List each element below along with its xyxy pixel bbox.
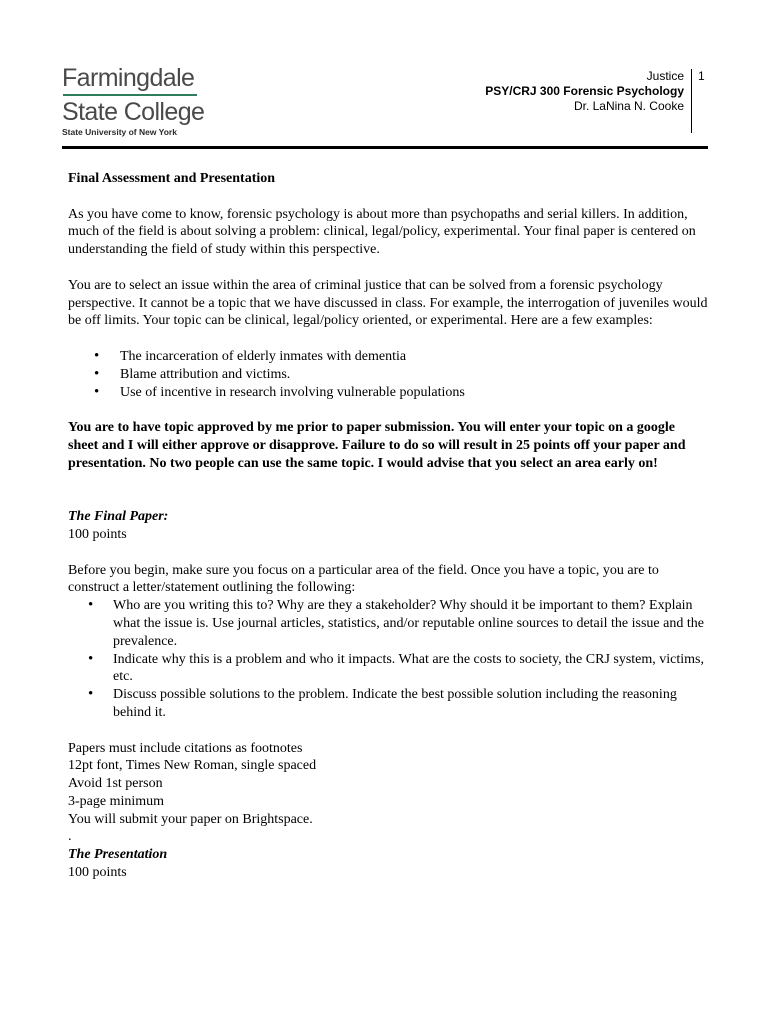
requirement-line: 12pt font, Times New Roman, single spaced (68, 758, 317, 774)
requirement-line: 3-page minimum (68, 793, 165, 809)
header-divider (691, 69, 692, 133)
list-item: • Discuss possible solutions to the problem. Indicate the best possible solution including the reasoning behind it. (68, 686, 708, 722)
final-paper-heading: The Final Paper: (68, 509, 169, 525)
list-item: • Use of incentive in research involving vulnerable populations (68, 384, 708, 402)
requirement-line: Avoid 1st person (68, 776, 163, 792)
college-logo (62, 66, 204, 137)
examples-list (68, 348, 708, 401)
requirement-line: Papers must include citations as footnotes (68, 740, 303, 756)
page-number: 1 (698, 69, 705, 83)
final-paper-points: 100 points (68, 526, 127, 542)
page-header (485, 69, 684, 114)
list-item: • Who are you writing this to? Why are they a stakeholder? Why should it be important to them? Explain what the issue is. Use journal articles, statistics, and/or reputable online sources to detail the issue and the prevalence. (68, 597, 708, 650)
topic-paragraph: You are to select an issue within the area of criminal justice that can be solved from a forensic psychology perspective. It cannot be a topic that we have discussed in class. For example, the interrogation of juveniles would be off limits. Your topic can be clinical, legal/policy oriented, or experimental. Here are a few examples: (68, 277, 708, 329)
course-title: PSY/CRJ 300 Forensic Psychology (485, 84, 684, 98)
presentation-heading: The Presentation (68, 847, 168, 863)
list-item: • The incarceration of elderly inmates with dementia (68, 348, 708, 366)
requirement-line: You will submit your paper on Brightspace. (68, 811, 313, 827)
paper-intro-paragraph: Before you begin, make sure you focus on a particular area of the field. Once you have a topic, you are to construct a letter/statement outlining the following: (68, 562, 659, 596)
logo-line-2: State College (62, 97, 205, 126)
running-head: Justice (646, 69, 684, 83)
paper-requirements-list (68, 597, 708, 722)
list-item: • Indicate why this is a problem and who it impacts. What are the costs to society, the CRJ system, victims, etc. (68, 651, 708, 687)
intro-paragraph: As you have come to know, forensic psychology is about more than psychopaths and serial killers. In addition, much of the field is about solving a problem: clinical, legal/policy, experimental. Your final paper is centered on understanding the field of study within this perspective. (68, 206, 696, 258)
logo-line-1: Farmingdale (62, 64, 195, 92)
header-rule (62, 146, 708, 149)
instructor-name: Dr. LaNina N. Cooke (573, 99, 684, 113)
presentation-points: 100 points (68, 865, 127, 881)
logo-rule (63, 94, 197, 96)
document-body (68, 170, 708, 882)
logo-tagline: State University of New York (62, 126, 177, 137)
approval-notice: You are to have topic approved by me prior to paper submission. You will enter your topic on a google sheet and I will either approve or disapprove. Failure to do so will result in 25 points off your paper and presentation. No two people can use the same topic. I would advise that you select an area early on! (68, 420, 686, 471)
requirement-line: . (68, 829, 72, 845)
list-item: • Blame attribution and victims. (68, 366, 708, 384)
document-title: Final Assessment and Presentation (68, 171, 276, 186)
